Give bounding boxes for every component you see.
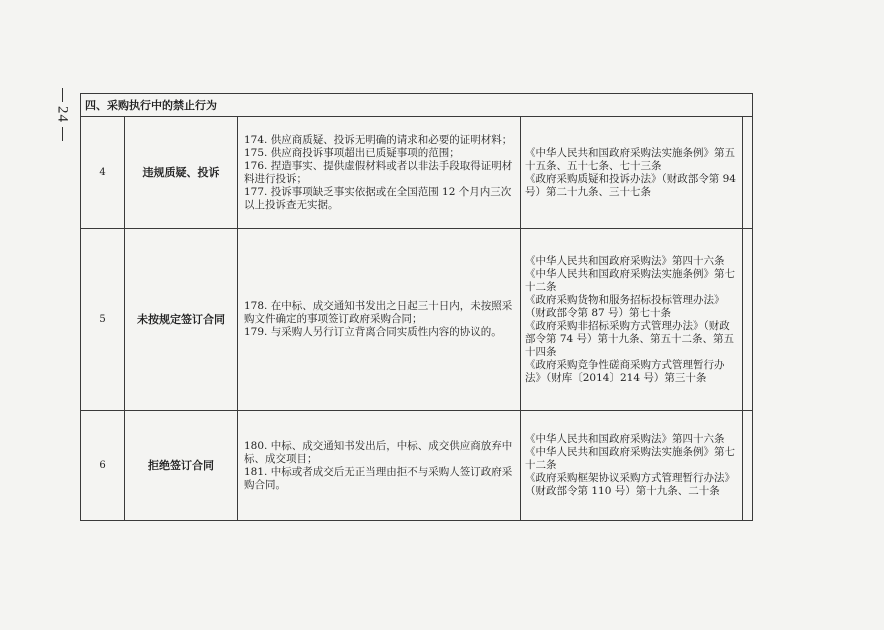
row-blank-cell [743,117,753,229]
row-blank-cell [743,411,753,521]
content-line: 178. 在中标、成交通知书发出之日起三十日内，未按照采购文件确定的事项签订政府采购合同； [244,300,513,325]
content-line: 175. 供应商投诉事项超出已质疑事项的范围； [244,146,460,159]
row-blank-cell [743,229,753,411]
page-number-text: 24 [54,106,71,123]
content-line: 181. 中标或者成交后无正当理由拒不与采购人签订政府采购合同。 [244,465,513,491]
section-title: 四、采购执行中的禁止行为 [81,94,753,117]
table-row [81,229,753,411]
content-line: 177. 投诉事项缺乏事实依据或在全国范围 12 个月内三次以上投诉查无实据。 [244,185,512,211]
content-line: 179. 与采购人另行订立背离合同实质性内容的协议的。 [244,326,502,338]
table-row [81,117,753,229]
basis-line: 《中华人民共和国政府采购法实施条例》第七十二条 [525,267,735,293]
content-line: 174. 供应商质疑、投诉无明确的请求和必要的证明材料； [244,133,513,146]
basis-line: 《政府采购货物和服务招标投标管理办法》（财政部令第 87 号）第七十条 [525,293,725,319]
basis-line: 《政府采购质疑和投诉办法》（财政部令第 94 号）第二十九条、三十七条 [525,172,736,198]
basis-line: 《政府采购竞争性磋商采购方式管理暂行办法》（财库〔2014〕214 号）第三十条 [525,358,725,384]
row-behavior-name: 违规质疑、投诉 [125,117,238,229]
row-content [238,117,521,229]
basis-line: 《中华人民共和国政府采购法实施条例》第五十五条、五十七条、七十三条 [525,146,735,172]
row-content [238,411,521,521]
row-index: 4 [81,117,125,229]
content-line: 176. 捏造事实、提供虚假材料或者以非法手段取得证明材料进行投诉； [244,159,513,185]
row-legal-basis [521,411,743,521]
row-behavior-name: 未按规定签订合同 [125,229,238,411]
page-number-dash-top [62,88,63,102]
row-legal-basis [521,117,743,229]
row-index: 5 [81,229,125,411]
page-number [50,88,74,168]
row-behavior-name: 拒绝签订合同 [125,411,238,521]
basis-line: 《政府采购框架协议采购方式管理暂行办法》（财政部令第 110 号）第十九条、二十条 [525,472,735,497]
basis-line: 《政府采购非招标采购方式管理办法》（财政部令第 74 号）第十九条、第五十二条、第五十四条 [525,319,735,358]
row-content [238,229,521,411]
row-legal-basis [521,229,743,411]
basis-line: 《中华人民共和国政府采购法》第四十六条 [525,433,725,445]
prohibited-behaviors-table [80,93,753,521]
row-index: 6 [81,411,125,521]
section-header-row [81,94,753,117]
content-line: 180. 中标、成交通知书发出后，中标、成交供应商放弃中标、成交项目； [244,439,513,465]
table-row [81,411,753,521]
basis-line: 《中华人民共和国政府采购法》第四十六条 [525,254,725,267]
page-number-dash-bottom [62,127,63,141]
basis-line: 《中华人民共和国政府采购法实施条例》第七十二条 [525,446,735,471]
